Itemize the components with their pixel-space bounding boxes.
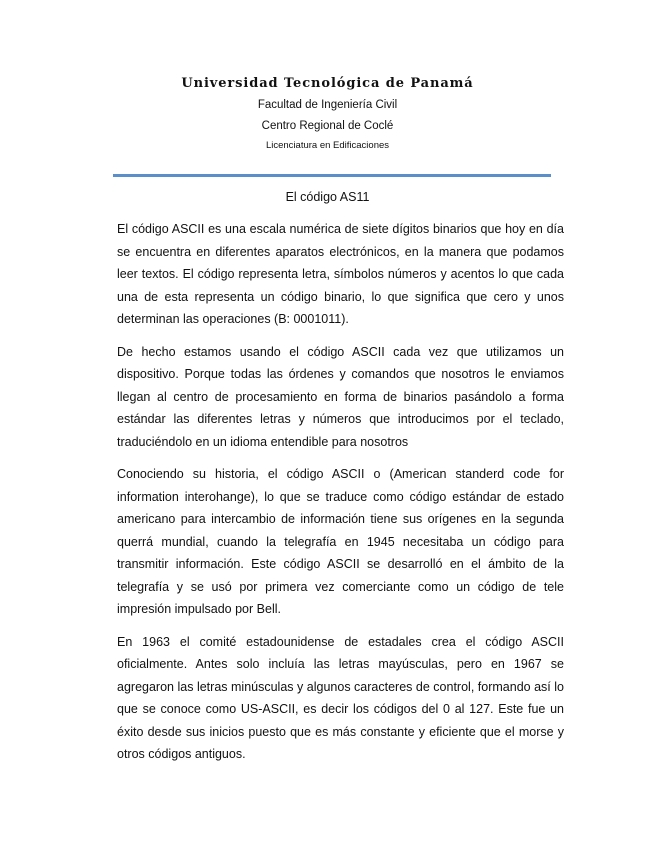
paragraph-4: En 1963 el comité estadounidense de estadales crea el código ASCII oficialmente. Antes solo incluía las letras mayúsculas, pero en 1967 se agregaron las letras minúsculas y algunos caracteres de control, formando así lo que se conoce como US-ASCII, es decir los códigos del 0 al 127. Este fue un éxito desde sus inicios puesto que es más constante y eficiente que el morse y otros códigos antiguos.	[117, 634, 564, 761]
university-name: Universidad Tecnológica de Panamá	[181, 76, 474, 91]
faculty-name: Facultad de Ingeniería Civil	[257, 99, 398, 111]
document-body	[117, 218, 564, 776]
paragraph-3: Conociendo su historia, el código ASCII o (American standerd code for information interohange), lo que se traduce como código estándar de estado americano para intercambio de información tiene sus orígenes en la segunda querrá mundial, cuando la telegrafía en 1945 necesitaba un código para transmitir información. Este código ASCII se desarrolló en el ámbito de la telegrafía y se usó por primera vez comerciante como un código de tele impresión impulsado por Bell.	[117, 467, 564, 616]
header-divider	[113, 174, 551, 177]
paragraph-1: El código ASCII es una escala numérica de siete dígitos binarios que hoy en día se encuentra en diferentes aparatos electrónicos, en la manera que podamos leer textos. El código representa letra, símbolos números y acentos lo que cada una de esta representa un código binario, lo que significa que cero y unos determinan las operaciones (B: 0001011).	[117, 222, 564, 326]
degree-program: Licenciatura en Edificaciones	[265, 140, 390, 151]
document-title: El código AS11	[285, 190, 370, 204]
regional-center: Centro Regional de Coclé	[261, 120, 394, 132]
paragraph-2: De hecho estamos usando el código ASCII cada vez que utilizamos un dispositivo. Porque todas las órdenes y comandos que nosotros le enviamos llegan al centro de procesamiento en forma de binarios pasándolo a forma estándar las diferentes letras y números que introducimos por el teclado, traduciéndolo en un idioma entendible para nosotros	[117, 344, 564, 449]
